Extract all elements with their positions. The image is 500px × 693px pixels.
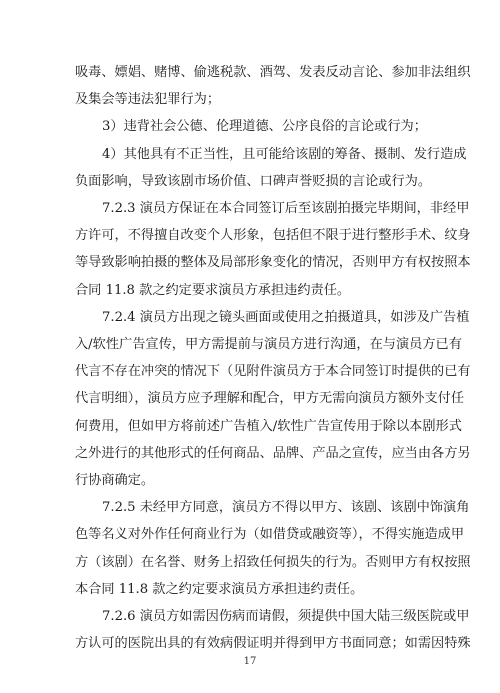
text-line: 入/软性广告宣传，甲方需提前与演员方进行沟通，在与演员方已有 bbox=[75, 337, 462, 352]
page-number: 17 bbox=[243, 656, 257, 667]
text-line: 行协商确定。 bbox=[75, 473, 155, 488]
text-line: 方（该剧）在名誉、财务上招致任何损失的行为。否则甲方有权按照 bbox=[75, 554, 471, 570]
text-line: 吸毒、嫖娼、赌博、偷逃税款、酒驾、发表反动言论、参加非法组织 bbox=[75, 65, 471, 80]
text-line: 代言不存在冲突的情况下（见附件演员方于本合同签订时提供的已有 bbox=[75, 364, 471, 380]
text-line: 代言明细），演员方应予理解和配合，甲方无需向演员方额外支付任 bbox=[75, 391, 465, 407]
text-line: 7.2.3 演员方保证在本合同签订后至该剧拍摄完毕期间，非经甲 bbox=[102, 201, 470, 216]
text-line: 之外进行的其他形式的任何商品、品牌、产品之宣传，应当由各方另 bbox=[75, 445, 471, 461]
text-line: 4）其他具有不正当性，且可能给该剧的筹备、摄制、发行造成 bbox=[102, 146, 467, 162]
text-line: 方认可的医院出具的有效病假证明并得到甲方书面同意；如需因特殊 bbox=[75, 636, 471, 652]
text-line: 及集会等违法犯罪行为； bbox=[75, 92, 221, 108]
text-line: 7.2.4 演员方出现之镜头画面或使用之拍摄道具，如涉及广告植 bbox=[102, 309, 470, 325]
text-line: 7.2.6 演员方如需因伤病而请假，须提供中国大陆三级医院或甲 bbox=[102, 609, 470, 624]
text-line: 方许可，不得擅自改变个人形象，包括但不限于进行整形手术、纹身 bbox=[75, 228, 471, 244]
text-line: 3）违背社会公德、伦理道德、公序良俗的言论或行为； bbox=[102, 119, 427, 135]
text-line: 色等名义对外作任何商业行为（如借贷或融资等），不得实施造成甲 bbox=[75, 527, 465, 543]
text-line: 何费用，但如甲方将前述广告植入/软性广告宣传用于除以本剧形式 bbox=[75, 418, 462, 434]
text-line: 7.2.5 未经甲方同意，演员方不得以甲方、该剧、该剧中饰演角 bbox=[102, 500, 470, 516]
text-line: 合同 11.8 款之约定要求演员方承担违约责任。 bbox=[75, 282, 351, 298]
text-line: 本合同 11.8 款之约定要求演员方承担违约责任。 bbox=[75, 581, 364, 597]
text-line: 等导致影响拍摄的整体及局部形象变化的情况，否则甲方有权按照本 bbox=[75, 255, 471, 271]
text-line: 负面影响，导致该剧市场价值、口碑声誉贬损的言论或行为。 bbox=[75, 173, 432, 189]
